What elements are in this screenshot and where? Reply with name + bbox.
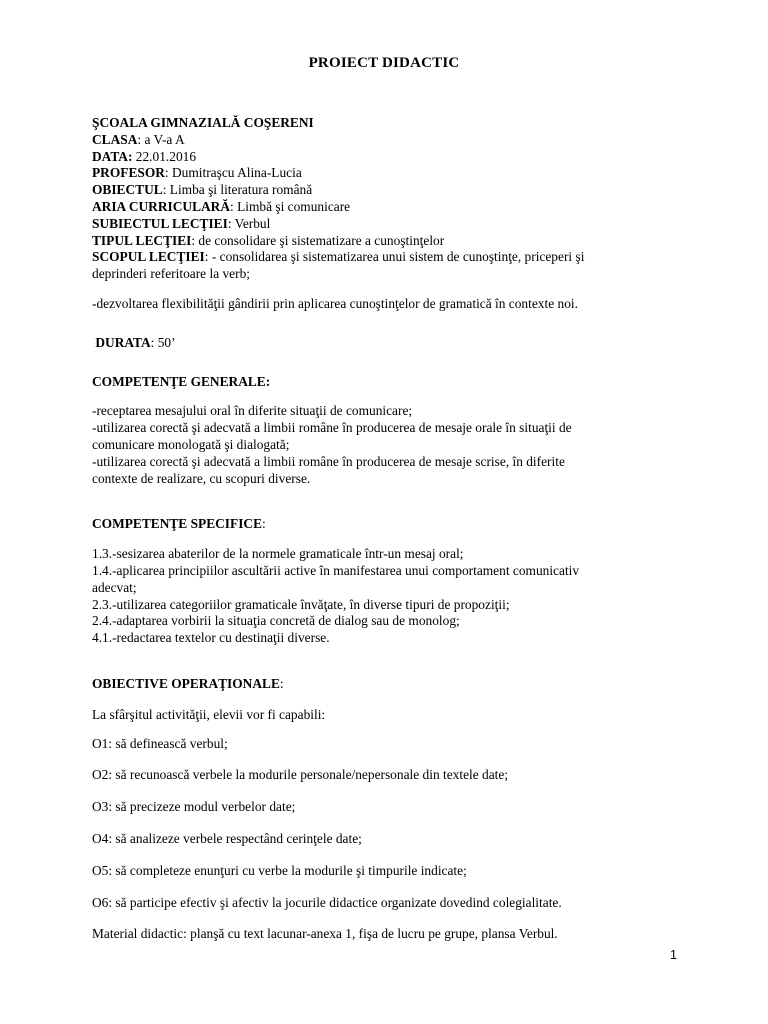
- objective-item: O2: să recunoască verbele la modurile personale/nepersonale din textele date;: [92, 767, 509, 783]
- field-value: : a V-a A: [137, 131, 185, 147]
- heading-text: COMPETENŢE SPECIFICE: [92, 516, 263, 532]
- heading-text: OBIECTIVE OPERAŢIONALE: [92, 675, 280, 691]
- field-label: CLASA: [92, 131, 138, 147]
- field-value: 22.01.2016: [132, 148, 197, 164]
- field-value: : - consolidarea şi sistematizarea unui sistem de cunoştinţe, priceperi şi: [204, 249, 585, 265]
- field-data: [92, 149, 682, 166]
- list-item: 2.4.-adaptarea vorbirii la situaţia concretă de dialog sau de monolog;: [92, 613, 460, 629]
- objective-item: O3: să precizeze modul verbelor date;: [92, 799, 296, 815]
- list-item: -utilizarea corectă şi adecvată a limbii române în producerea de mesaje scrise, în diferite: [92, 453, 565, 469]
- field-value: : de consolidare şi sistematizare a cunoştinţelor: [191, 232, 445, 248]
- material-didactic: Material didactic: planşă cu text lacunar-anexa 1, fişa de lucru pe grupe, plansa Verbul.: [92, 926, 558, 942]
- list-item: adecvat;: [92, 579, 137, 595]
- document-body: [92, 115, 682, 943]
- field-value: : 50’: [150, 334, 176, 350]
- field-label: DATA:: [92, 148, 133, 164]
- list-item: -receptarea mesajului oral în diferite situaţii de comunicare;: [92, 403, 413, 419]
- scop-extra: -dezvoltarea flexibilităţii gândirii prin aplicarea cunoştinţelor de gramatică în contexte noi.: [92, 295, 578, 311]
- field-durata: [92, 335, 682, 352]
- list-item: -utilizarea corectă şi adecvată a limbii române în producerea de mesaje orale în situaţii de: [92, 420, 572, 436]
- heading-suffix: :: [279, 675, 284, 691]
- list-item: 1.3.-sesizarea abaterilor de la normele gramaticale într-un mesaj oral;: [92, 546, 464, 562]
- competente-generale-list: [92, 403, 682, 487]
- field-label: DURATA: [95, 334, 151, 350]
- objective-item: O5: să completeze enunţuri cu verbe la modurile şi timpurile indicate;: [92, 862, 467, 878]
- field-label: SCOPUL LECŢIEI: [92, 249, 205, 265]
- field-label: OBIECTUL: [92, 182, 163, 198]
- competente-generale-heading: COMPETENŢE GENERALE:: [92, 373, 271, 389]
- field-scopul: [92, 249, 682, 266]
- field-clasa: [92, 132, 682, 149]
- field-aria: [92, 199, 682, 216]
- field-value: : Limbă şi comunicare: [230, 198, 351, 214]
- obiective-list: [92, 736, 682, 912]
- field-label: ARIA CURRICULARĂ: [92, 198, 231, 214]
- field-label: TIPUL LECŢIEI: [92, 232, 192, 248]
- field-value: : Verbul: [227, 215, 271, 231]
- field-label: PROFESOR: [92, 165, 165, 181]
- list-item: contexte de realizare, cu scopuri diverse.: [92, 470, 311, 486]
- field-value: : Dumitraşcu Alina-Lucia: [164, 165, 302, 181]
- field-obiectul: [92, 182, 682, 199]
- list-item: 1.4.-aplicarea principiilor ascultării active în manifestarea unui comportament comunicativ: [92, 562, 580, 578]
- obiective-intro: La sfârşitul activităţii, elevii vor fi capabili:: [92, 706, 326, 722]
- competente-specifice-heading: [92, 516, 682, 533]
- obiective-heading: [92, 676, 682, 693]
- field-tipul: [92, 233, 682, 250]
- list-item: 4.1.-redactarea textelor cu destinaţii diverse.: [92, 630, 330, 646]
- field-value: : Limba şi literatura română: [162, 182, 313, 198]
- objective-item: O6: să participe efectiv şi afectiv la jocurile didactice organizate dovedind colegialitate.: [92, 894, 562, 910]
- competente-specifice-list: [92, 546, 682, 647]
- page-number: 1: [670, 948, 677, 962]
- objective-item: O4: să analizeze verbele respectând cerinţele date;: [92, 830, 362, 846]
- field-label: SUBIECTUL LECŢIEI: [92, 215, 228, 231]
- field-profesor: [92, 165, 682, 182]
- field-scopul-continued: deprinderi referitoare la verb;: [92, 266, 250, 282]
- field-subiectul: [92, 216, 682, 233]
- school-name: ŞCOALA GIMNAZIALĂ COŞERENI: [92, 115, 314, 130]
- list-item: 2.3.-utilizarea categoriilor gramaticale învăţate, în diverse tipuri de propoziţii;: [92, 596, 510, 612]
- document-title: PROIECT DIDACTIC: [308, 55, 460, 71]
- objective-item: O1: să definească verbul;: [92, 735, 228, 751]
- heading-suffix: :: [262, 516, 266, 532]
- list-item: comunicare monologată şi dialogată;: [92, 436, 290, 452]
